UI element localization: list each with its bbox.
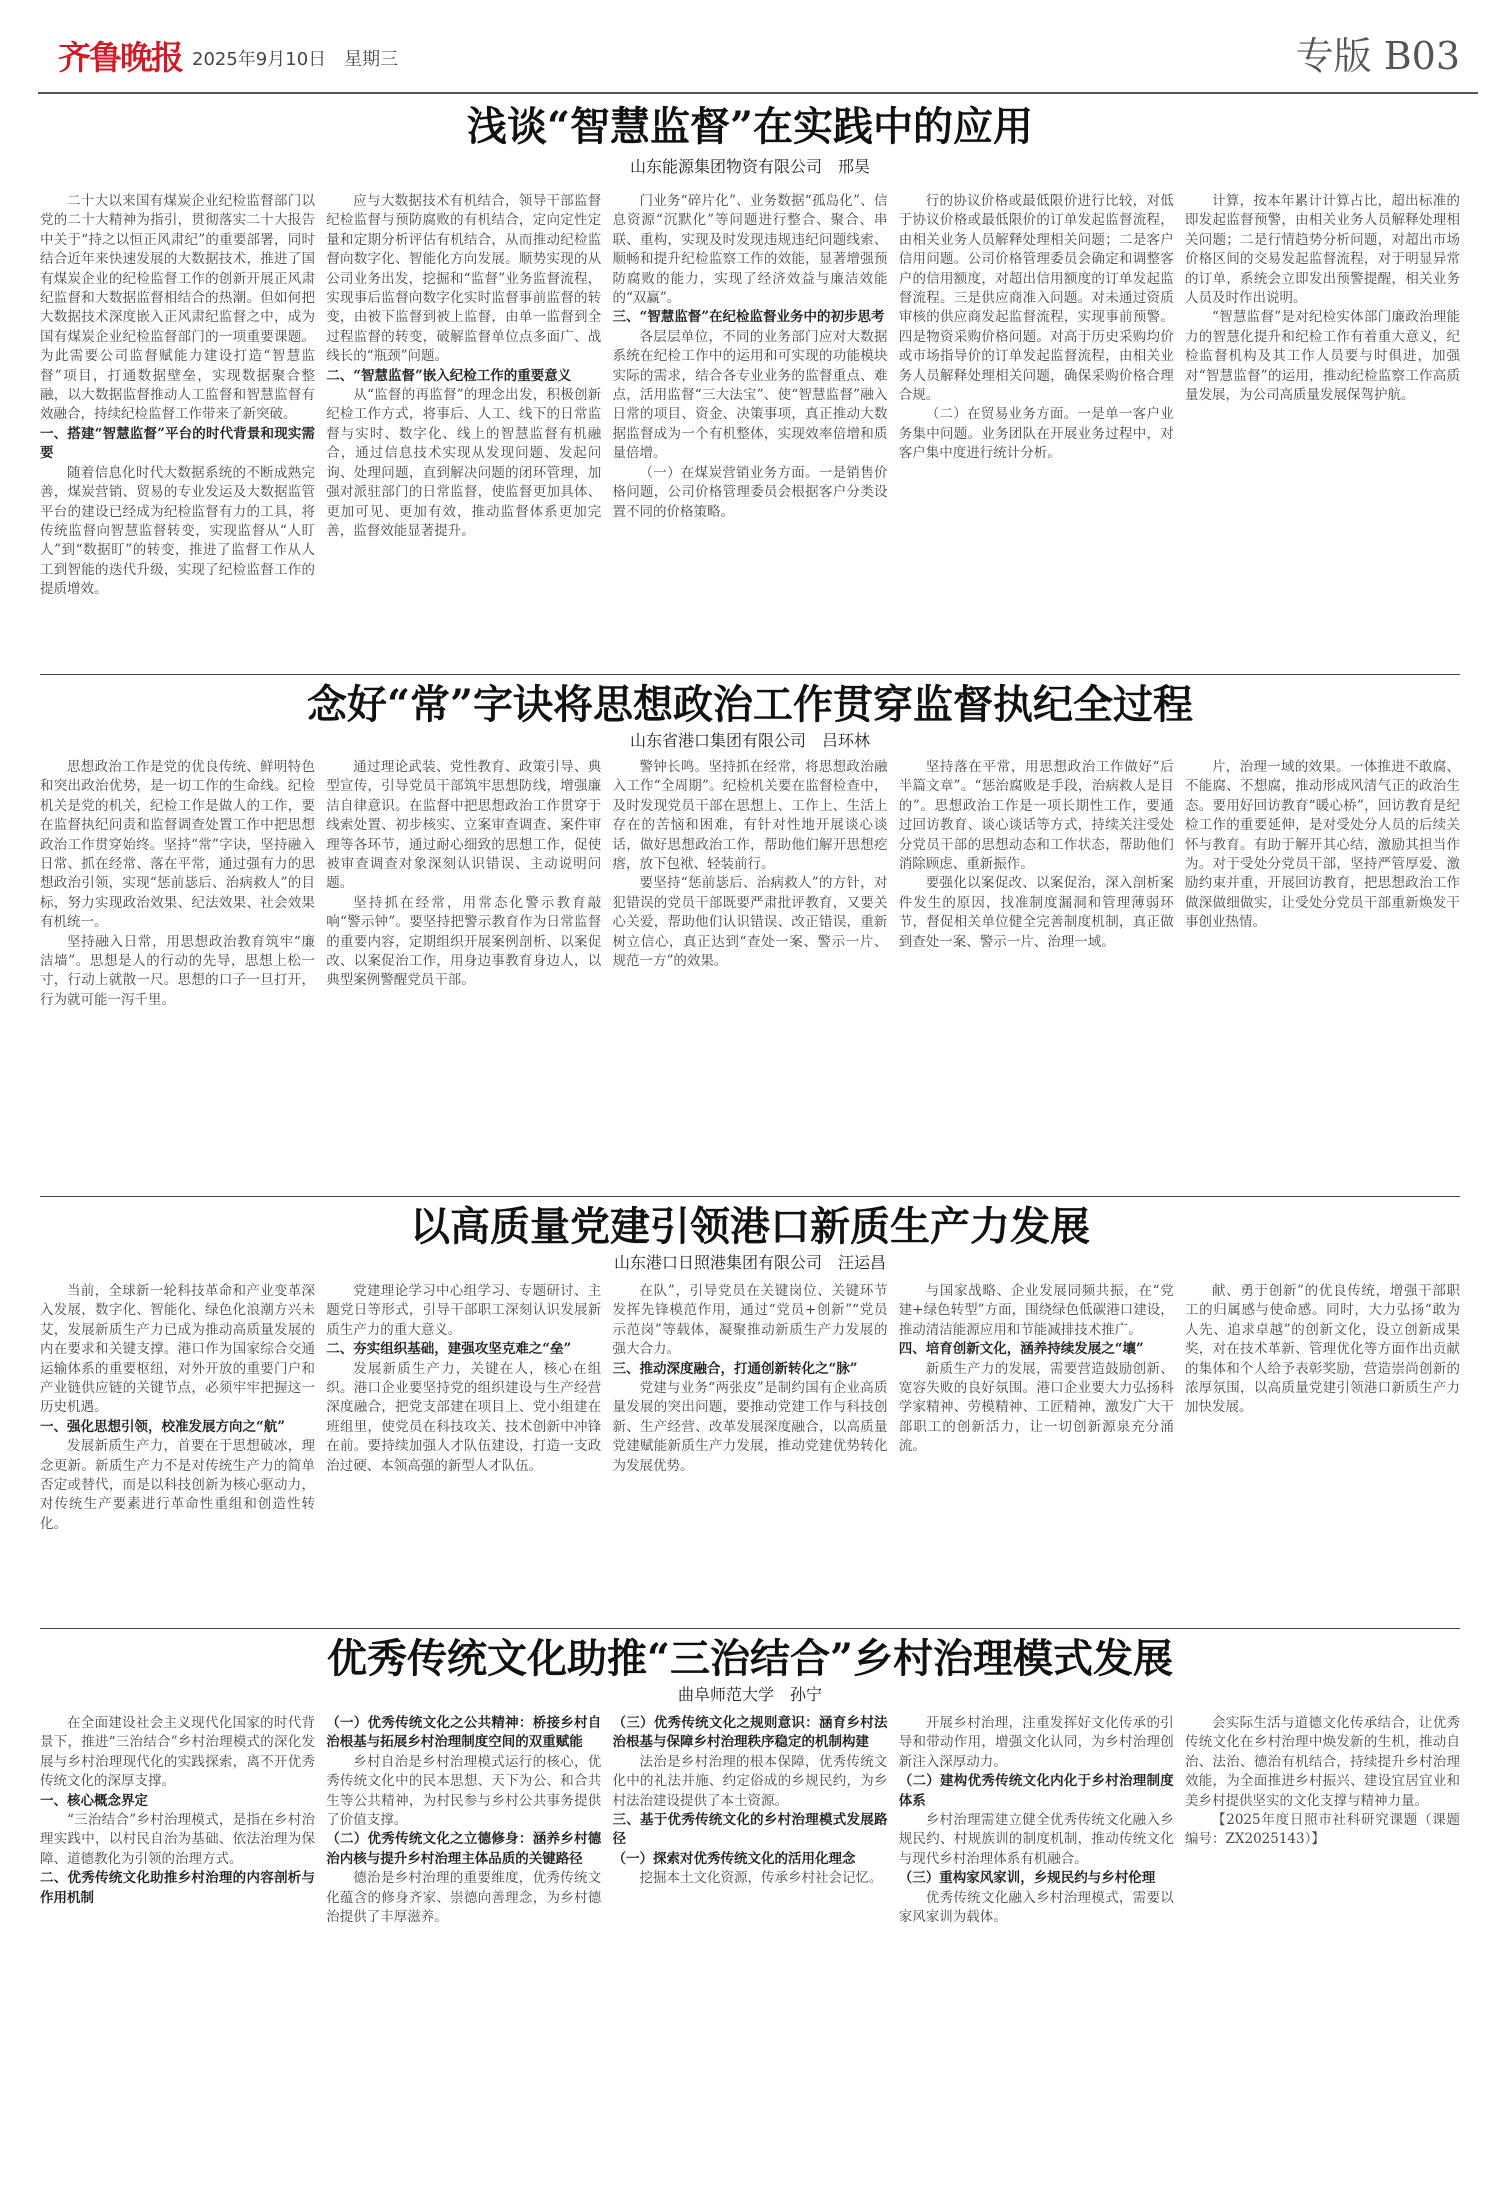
text-column	[326, 1282, 601, 1622]
text-column	[899, 1714, 1174, 2169]
text-column	[613, 1714, 888, 2169]
paragraph: “智慧监督”是对纪检实体部门廉政治理能力的智慧化提升和纪检工作有着重大意义，纪检监督机构及其工作人员要与时俱进，加强对“智慧监督”的运用，推动纪检监察工作高质量发展，为公司高质量发展保驾护航。	[1185, 309, 1460, 404]
article-body	[40, 1282, 1460, 1622]
subheading: （二）建构优秀传统文化内化于乡村治理制度体系	[898, 1773, 1174, 1809]
paragraph: 法治是乡村治理的根本保障，优秀传统文化中的礼法并施、约定俗成的乡规民约，为乡村法治建设提供了本土资源。	[612, 1753, 888, 1809]
paragraph: 应与大数据技术有机结合，领导干部监督纪检监督与预防腐败的有机结合，定向定性定量和定期分析评估有机结合，从而推动纪检监督向数字化、智能化方向发展。顺势实现的从公司业务出发，挖掘和“监督”业务监督流程，实现事后监督向数字化实时监督事前监督的转变，由被下监督到被上监督，由单一监督到全过程监督的转变，破解监督单位点多面广、战线长的“瓶颈”问题。	[326, 193, 602, 365]
paragraph: 通过理论武装、党性教育、政策引导、典型宣传，引导党员干部筑牢思想防线，增强廉洁自律意识。在监督中把思想政治工作贯穿于线索处置、初步核实、立案审查调查、案件审理等各环节，通过耐心细致的思想工作，促使被审查调查对象深刻认识错误、主动说明问题。	[326, 759, 602, 892]
subheading: 三、基于优秀传统文化的乡村治理模式发展路径	[612, 1812, 888, 1848]
article-title: 以高质量党建引领港口新质生产力发展	[410, 1203, 1090, 1250]
subheading: 一、核心概念界定	[40, 1792, 148, 1809]
text-column	[899, 192, 1174, 666]
article-3	[40, 1200, 1460, 1625]
text-column	[613, 192, 888, 666]
subheading: 二、“智慧监督”嵌入纪检工作的重要意义	[326, 367, 572, 384]
paragraph: 与国家战略、企业发展同频共振，在“党建+绿色转型”方面，围绕绿色低碳港口建设，推动清洁能源应用和节能减排技术推广。	[898, 1283, 1174, 1338]
section-divider	[40, 1196, 1460, 1197]
masthead	[0, 0, 1500, 96]
article-body	[40, 1714, 1460, 2169]
subheading: 四、培育创新文化，涵养持续发展之“壤”	[898, 1341, 1144, 1358]
subheading: 二、夯实组织基础，建强攻坚克难之“垒”	[326, 1341, 572, 1358]
paragraph: 乡村治理需建立健全优秀传统文化融入乡规民约、村规族训的制度机制，推动传统文化与现代乡村治理体系有机融合。	[898, 1812, 1174, 1867]
text-column	[40, 1714, 315, 2169]
paragraph: 在全面建设社会主义现代化国家的时代背景下，推进“三治结合”乡村治理模式的深化发展与乡村治理现代化的实践探索，离不开优秀传统文化的深厚支撑。	[40, 1715, 315, 1790]
page-label: 专版 B03	[1295, 34, 1460, 78]
section-divider	[40, 674, 1460, 675]
subheading: 二、优秀传统文化助推乡村治理的内容剖析与作用机制	[40, 1870, 315, 1906]
text-column	[899, 758, 1174, 1190]
paragraph: （二）在贸易业务方面。一是单一客户业务集中问题。业务团队在开展业务过程中，对客户集中度进行统计分析。	[898, 406, 1174, 462]
paragraph: 挖掘本土文化资源，传承乡村社会记忆。	[639, 1870, 883, 1887]
text-column	[613, 1282, 888, 1622]
text-column	[1185, 1282, 1460, 1622]
paragraph: 行的协议价格或最低限价进行比较，对低于协议价格或最低限价的订单发起监督流程，由相关业务人员解释处理相关问题；二是客户信用问题。公司价格管理委员会确定和调整客户的信用额度，对超出信用额度的订单发起监督流程。三是供应商准入问题。对未通过资质审核的供应商发起监督流程，实现事前预警。四是物资采购价格问题。对高于历史采购均价或市场指导价的订单发起监督流程，由相关业务人员解释处理相关问题，确保采购价格合理合规。	[898, 193, 1174, 404]
article-body	[40, 758, 1460, 1190]
article-body	[40, 192, 1460, 666]
paragraph: 在队”，引导党员在关键岗位、关键环节发挥先锋模范作用，通过“党员+创新”“党员示范岗”等载体，凝聚推动新质生产力发展的强大合力。	[612, 1283, 888, 1358]
date: 2025年9月10日	[192, 49, 327, 70]
paragraph: 开展乡村治理，注重发挥好文化传承的引导和带动作用，增强文化认同，为乡村治理创新注入深厚动力。	[898, 1715, 1174, 1770]
paragraph: 警钟长鸣。坚持抓在经常，将思想政治融入工作“全周期”。纪检机关要在监督检查中，及时发现党员干部在思想上、工作上、生活上存在的苦恼和困难，有针对性地开展谈心谈话，做好思想政治工作，帮助他们解开思想疙瘩，放下包袱、轻装前行。	[612, 759, 888, 873]
paragraph: 献、勇于创新”的优良传统，增强干部职工的归属感与使命感。同时，大力弘扬“敢为人先、追求卓越”的创新文化，设立创新成果奖，对在技术革新、管理优化等方面作出贡献的集体和个人给予表彰奖励，营造崇尚创新的浓厚氛围，以高质量党建引领港口新质生产力加快发展。	[1185, 1283, 1460, 1416]
article-4	[40, 1632, 1460, 2172]
paragraph: 新质生产力的发展，需要营造鼓励创新、宽容失败的良好氛围。港口企业要大力弘扬科学家精神、劳模精神、工匠精神，激发广大干部职工的创新活力，让一切创新源泉充分涌流。	[898, 1360, 1174, 1455]
paragraph: （一）在煤炭营销业务方面。一是销售价格问题，公司价格管理委员会根据客户分类设置不同的价格策略。	[612, 464, 888, 520]
subheading: 一、搭建“智慧监督”平台的时代背景和现实需要	[40, 425, 315, 462]
paragraph: 思想政治工作是党的优良传统、鲜明特色和突出政治优势，是一切工作的生命线。纪检机关是党的机关，纪检工作是做人的工作，要在监督执纪问责和监督调查处置工作中把思想政治工作贯穿始终。坚持“常”字诀，坚持融入日常、抓在经常、落在平常，通过强有力的思想政治引领，实现“惩前毖后、治病救人”的目标，努力实现政治效果、纪法效果、社会效果有机统一。	[40, 759, 315, 931]
paragraph: 计算，按本年累计计算占比，超出标准的即发起监督预警，由相关业务人员解释处理相关问题；二是行情趋势分析问题，对超出市场价格区间的交易发起监督流程，对于明显异常的订单，系统会立即发出预警提醒，相关业务人员及时作出说明。	[1185, 193, 1460, 307]
issue-date	[192, 48, 398, 72]
paragraph: 发展新质生产力，首要在于思想破冰，理念更新。新质生产力不是对传统生产力的简单否定或替代，而是以科技创新为核心驱动力，对传统生产要素进行革命性重组和创造性转化。	[40, 1438, 315, 1532]
paragraph: 坚持抓在经常，用常态化警示教育敲响“警示钟”。要坚持把警示教育作为日常监督的重要内容，定期组织开展案例剖析、以案促改、以案促治工作，用身边事教育身边人，以典型案例警醒党员干部。	[326, 894, 602, 989]
text-column	[40, 758, 315, 1190]
subheading: （三）优秀传统文化之规则意识：涵育乡村法治根基与保障乡村治理秩序稳定的机制构建	[612, 1715, 888, 1751]
subheading: 三、推动深度融合，打通创新转化之“脉”	[612, 1360, 858, 1377]
paragraph: 当前，全球新一轮科技革命和产业变革深入发展，数字化、智能化、绿色化浪潮方兴未艾，发展新质生产力已成为推动高质量发展的内在要求和关键支撑。港口作为国家综合交通运输体系的重要枢纽，对外开放的重要门户和产业链供应链的关键节点，必须牢牢把握这一历史机遇。	[40, 1283, 315, 1416]
text-column	[1185, 758, 1460, 1190]
text-column	[613, 758, 888, 1190]
text-column	[1185, 192, 1460, 666]
article-byline: 山东港口日照港集团有限公司 汪运昌	[613, 1253, 886, 1272]
subheading: （一）探索对优秀传统文化的活用化理念	[612, 1850, 856, 1867]
paragraph: 要坚持“惩前毖后、治病救人”的方针，对犯错误的党员干部既要严肃批评教育，又要关心关爱，帮助他们认识错误、改正错误，重新树立信心，真正达到“查处一案、警示一片、规范一方”的效果。	[612, 875, 888, 970]
paragraph: 坚持融入日常，用思想政治教育筑牢“廉洁墙”。思想是人的行动的先导，思想上松一寸，行动上就散一尺。思想的口子一旦打开，行为就可能一泻千里。	[40, 933, 315, 1008]
text-column	[40, 192, 315, 666]
article-byline: 曲阜师范大学 孙宁	[677, 1685, 822, 1704]
text-column	[40, 1282, 315, 1622]
paragraph: 要强化以案促改、以案促治，深入剖析案件发生的原因，找准制度漏洞和管理薄弱环节，督促相关单位健全完善制度机制，真正做到查处一案、警示一片、治理一域。	[898, 875, 1174, 950]
subheading: 三、“智慧监督”在纪检监督业务中的初步思考	[612, 309, 885, 326]
subheading: （三）重构家风家训，乡规民约与乡村伦理	[898, 1870, 1156, 1887]
article-title: 念好“常”字诀将思想政治工作贯穿监督执纪全过程	[306, 681, 1193, 728]
text-column	[326, 192, 601, 666]
section-divider	[40, 1628, 1460, 1629]
paragraph: 【2025年度日照市社科研究课题（课题编号：ZX2025143）】	[1185, 1812, 1460, 1848]
paragraph: 二十大以来国有煤炭企业纪检监督部门以党的二十大精神为指引，贯彻落实二十大报告中关于“持之以恒正风肃纪”的重要部署，同时结合近年来快速发展的大数据技术，推进了国有煤炭企业的纪检监督工作的创新开展正风肃纪监督和大数据监督相结合的热潮。但如何把大数据技术深度嵌入正风肃纪监督之中，成为国有煤炭企业纪检监督部门的一项重要课题。为此需要公司监督赋能力建设打造“智慧监督”项目，打通数据壁垒，实现数据聚合整融，以大数据监督推动人工监督和智慧监督有效融合，持续纪检监督工作带来了新突破。	[40, 193, 315, 423]
paragraph: 乡村自治是乡村治理模式运行的核心，优秀传统文化中的民本思想、天下为公、和合共生等公共精神，为村民参与乡村公共事务提供了价值支撑。	[326, 1753, 602, 1829]
paragraph: 从“监督的再监督”的理念出发，积极创新纪检工作方式，将事后、人工、线下的日常监督与实时、数字化、线上的智慧监督有机融合，通过信息技术实现从发现问题、发起问询、处理问题，直到解决问题的闭环管理，加强对派驻部门的日常监督，使监督更加具体、更加可见、更加有效，推动监督体系更加完善，监督效能显著提升。	[326, 387, 602, 539]
article-title: 浅谈“智慧监督”在实践中的应用	[466, 103, 1033, 150]
subheading: （二）优秀传统文化之立德修身：涵养乡村德治内核与提升乡村治理主体品质的关键路径	[326, 1831, 602, 1867]
paragraph: 坚持落在平常，用思想政治工作做好“后半篇文章”。“惩治腐败是手段，治病救人是目的”。思想政治工作是一项长期性工作，要通过回访教育、谈心谈话等方式，持续关注受处分党员干部的思想动态和工作状态，帮助他们消除顾虑、重新振作。	[898, 759, 1174, 873]
paragraph: 随着信息化时代大数据系统的不断成熟完善，煤炭营销、贸易的专业发运及大数据监管平台的建设已经成为纪检监督有力的工具，将传统监督向智慧监督转变，实现监督从“人盯人”到“数据盯”的转变，推进了监督工作从人工到智能的迭代升级，实现了纪检监督工作的提质增效。	[40, 464, 315, 598]
paragraph: 德治是乡村治理的重要维度，优秀传统文化蕴含的修身齐家、崇德向善理念，为乡村德治提供了丰厚滋养。	[326, 1870, 602, 1926]
paragraph: 片，治理一域的效果。一体推进不敢腐、不能腐、不想腐，推动形成风清气正的政治生态。要用好回访教育“暖心桥”，回访教育是纪检工作的重要延伸，是对受处分人员的后续关怀与教育。有助于解开其心结，激励其担当作为。对于受处分党员干部，坚持严管厚爱、激励约束并重，开展回访教育，把思想政治工作做深做细做实，让受处分党员干部重新焕发干事创业热情。	[1185, 759, 1460, 931]
text-column	[326, 758, 601, 1190]
article-byline: 山东能源集团物资有限公司 邢昊	[629, 157, 870, 176]
subheading: （一）优秀传统文化之公共精神：桥接乡村自治根基与拓展乡村治理制度空间的双重赋能	[326, 1715, 602, 1751]
article-1	[40, 100, 1460, 670]
newspaper-logo: 齐鲁晚报	[58, 38, 182, 77]
text-column	[899, 1282, 1174, 1622]
paragraph: 各层层单位，不同的业务部门应对大数据系统在纪检工作中的运用和可实现的功能模块实际的需求，结合各专业业务的监督重点、难点，活用监督“三大法宝”、使“智慧监督”融入日常的项目、资金、决策事项，真正推动大数据监督成为一个有机整体，实现效率倍增和质量倍增。	[612, 328, 888, 462]
paragraph: “三治结合”乡村治理模式，是指在乡村治理实践中，以村民自治为基础、依法治理为保障、道德教化为引领的治理方式。	[40, 1812, 315, 1867]
paragraph: 优秀传统文化融入乡村治理模式，需要以家风家训为载体。	[898, 1889, 1174, 1926]
paragraph: 发展新质生产力，关键在人，核心在组织。港口企业要坚持党的组织建设与生产经营深度融合，把党支部建在项目上、党小组建在班组里，使党员在科技攻关、技术创新中冲锋在前。要持续加强人才队伍建设，打造一支政治过硬、本领高强的新型人才队伍。	[326, 1360, 602, 1474]
paragraph: 门业务“碎片化”、业务数据“孤岛化”、信息资源“沉默化”等问题进行整合、聚合、串联、重构，实现及时发现违规违纪问题线索、顺畅和提升纪检监察工作的效能，显著增强预防腐败的能力，实现了经济效益与廉洁效能的“双赢”。	[612, 193, 888, 307]
subheading: 一、强化思想引领，校准发展方向之“航”	[40, 1418, 286, 1435]
text-column	[1185, 1714, 1460, 2169]
text-column	[326, 1714, 601, 2169]
masthead-rule	[38, 92, 1478, 94]
paragraph: 党建理论学习中心组学习、专题研讨、主题党日等形式，引导干部职工深刻认识发展新质生产力的重大意义。	[326, 1283, 602, 1338]
article-2	[40, 678, 1460, 1193]
article-title: 优秀传统文化助推“三治结合”乡村治理模式发展	[326, 1635, 1173, 1682]
weekday: 星期三	[344, 49, 399, 70]
article-byline: 山东省港口集团有限公司 吕环林	[629, 731, 870, 750]
paragraph: 党建与业务“两张皮”是制约国有企业高质量发展的突出问题，要推动党建工作与科技创新、生产经营、改革发展深度融合，以高质量党建赋能新质生产力发展，推动党建优势转化为发展优势。	[612, 1380, 888, 1474]
paragraph: 会实际生活与道德文化传承结合，让优秀传统文化在乡村治理中焕发新的生机，推动自治、法治、德治有机结合，持续提升乡村治理效能，为全面推进乡村振兴、建设宜居宜业和美乡村提供坚实的文化支撑与精神力量。	[1185, 1715, 1460, 1809]
